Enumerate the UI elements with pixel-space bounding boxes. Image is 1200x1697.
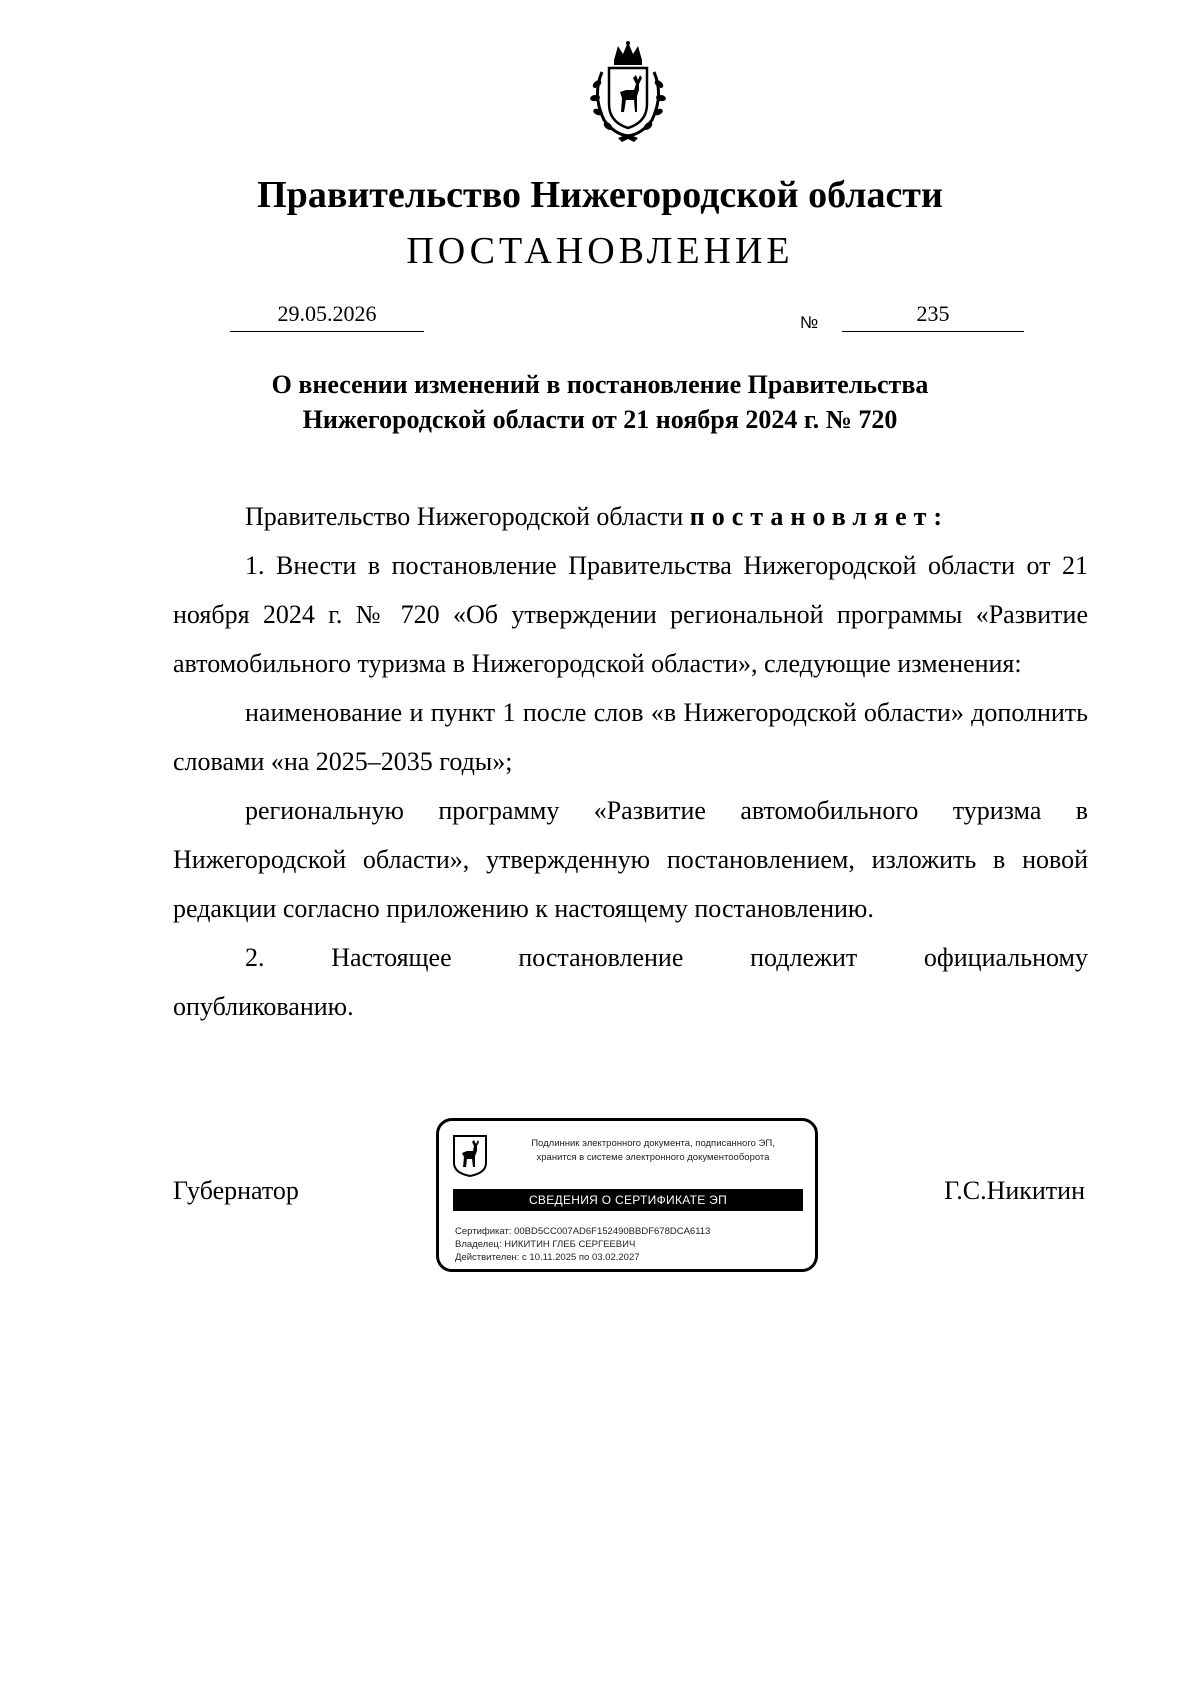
coat-of-arms-icon: [576, 40, 680, 144]
item-2-word: постановление: [518, 943, 684, 972]
item-1-change-2: региональную программу «Развитие автомобильного туризма в Нижегородской области», утвержденную постановлением, изложить в новой редакции согласно приложению к настоящему постановлению.: [173, 796, 1088, 923]
document-number: 235: [916, 301, 950, 326]
document-body: [173, 492, 1088, 1031]
stamp-note-line: Подлинник электронного документа, подписанного ЭП,: [531, 1138, 775, 1149]
item-1: 1. Внести в постановление Правительства Нижегородской области от 21 ноября 2024 г. № 720 «Об утверждении региональной программы «Развитие автомобильного туризма в Нижегородской области», следующие изменения:: [173, 551, 1088, 678]
stamp-note-line: хранится в системе электронного документооборота: [536, 1152, 770, 1163]
preamble-text: Правительство Нижегородской области: [245, 502, 690, 531]
decree-word: постановляет:: [689, 502, 950, 531]
certificate-id: Сертификат: 00BD5CC007AD6F152490BBDF678DCA6113: [455, 1226, 711, 1237]
organization-name: Правительство Нижегородской области: [257, 174, 943, 216]
preamble: [173, 492, 1088, 541]
item-2-word: 2.: [245, 943, 265, 972]
item-2-word: официальному: [923, 943, 1088, 972]
number-sign: №: [800, 313, 819, 332]
signatory-title: Губернатор: [173, 1176, 299, 1205]
item-2-word: подлежит: [750, 943, 858, 972]
certificate-validity: Действителен: с 10.11.2025 по 03.02.2027: [455, 1252, 640, 1263]
item-2-word: Настоящее: [331, 943, 452, 972]
document-subject: [0, 367, 1200, 437]
item-2-tail: опубликованию.: [173, 992, 354, 1021]
stamp-header-bar: СВЕДЕНИЯ О СЕРТИФИКАТЕ ЭП: [453, 1189, 803, 1211]
subject-line: Нижегородской области от 21 ноября 2024 г. № 720: [302, 405, 898, 434]
subject-line: О внесении изменений в постановление Правительства: [271, 370, 929, 399]
document-type: ПОСТАНОВЛЕНИЕ: [406, 230, 794, 272]
document-date: 29.05.2026: [277, 301, 377, 326]
certificate-owner: Владелец: НИКИТИН ГЛЕБ СЕРГЕЕВИЧ: [455, 1239, 636, 1250]
signatory-name: Г.С.Никитин: [944, 1176, 1085, 1205]
stamp-note: [499, 1137, 807, 1165]
item-1-change-1: наименование и пункт 1 после слов «в Нижегородской области» дополнить словами «на 2025–2035 годы»;: [173, 698, 1088, 776]
item-2-first-line: [173, 933, 1088, 982]
certificate-details: [455, 1225, 710, 1264]
deer-emblem-icon: [453, 1135, 487, 1177]
e-signature-stamp: [436, 1118, 818, 1272]
